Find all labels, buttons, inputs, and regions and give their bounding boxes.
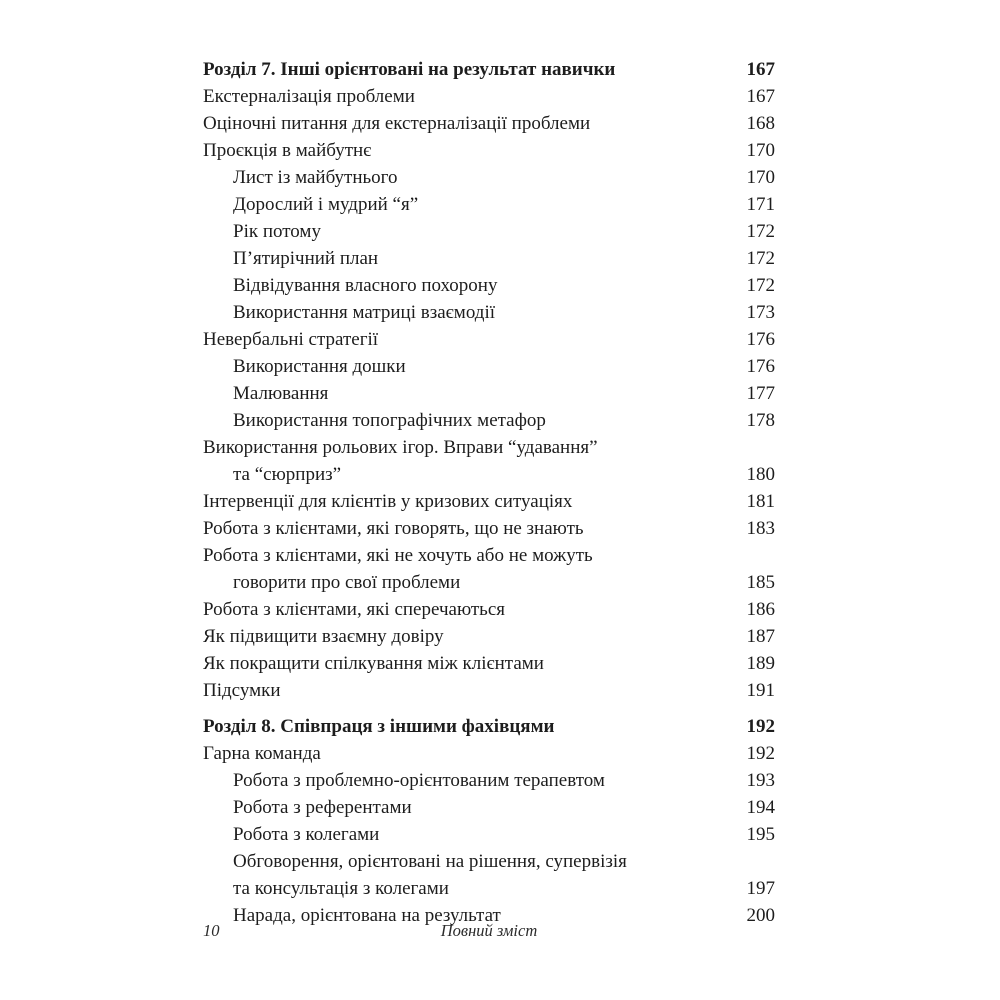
toc-entry-line: Як підвищити взаємну довіру (203, 626, 444, 647)
toc-entry-line: Підсумки (203, 680, 281, 701)
toc-entry-line: Розділ 7. Інші орієнтовані на результат навички (203, 59, 616, 80)
toc-entry-page: 193 (746, 770, 775, 791)
toc-entry-line: П’ятирічний план (233, 248, 379, 269)
toc-entry-label (203, 767, 733, 794)
toc-entry (203, 56, 775, 83)
toc-entry-page: 172 (746, 248, 775, 269)
toc-entry-page: 176 (746, 329, 775, 350)
toc-entry-label (203, 713, 733, 740)
toc-entry-label (203, 326, 733, 353)
toc-entry-line: Оціночні питання для екстерналізації проблеми (203, 113, 591, 134)
toc-entry-label (203, 56, 733, 83)
toc-entry-label (203, 821, 733, 848)
toc-entry (203, 380, 775, 407)
toc-list (203, 56, 775, 929)
toc-entry-label (203, 245, 733, 272)
toc-entry-line: та “сюрприз” (233, 464, 342, 485)
toc-entry (203, 515, 775, 542)
toc-entry-label (203, 740, 733, 767)
toc-entry-page: 178 (746, 410, 775, 431)
toc-entry (203, 83, 775, 110)
toc-entry-page: 197 (746, 878, 775, 899)
toc-entry (203, 623, 775, 650)
toc-entry (203, 407, 775, 434)
toc-entry (203, 542, 775, 596)
toc-entry-line: Гарна команда (203, 743, 321, 764)
toc-entry (203, 191, 775, 218)
toc-entry-line: Екстерналізація проблеми (203, 86, 415, 107)
toc-entry (203, 848, 775, 902)
toc-entry-line: говорити про свої проблеми (233, 572, 461, 593)
toc-entry-page: 167 (746, 86, 775, 107)
toc-entry (203, 650, 775, 677)
toc-entry-page: 172 (746, 221, 775, 242)
toc-entry-line: Використання рольових ігор. Вправи “удавання” (203, 437, 598, 458)
toc-entry-line: Обговорення, орієнтовані на рішення, супервізія (233, 851, 627, 872)
toc-entry (203, 245, 775, 272)
toc-entry-page: 185 (746, 572, 775, 593)
toc-entry-page: 172 (746, 275, 775, 296)
toc-entry-label (203, 137, 733, 164)
toc-entry-line: Використання топографічних метафор (233, 410, 546, 431)
toc-entry (203, 353, 775, 380)
toc-entry-line: Нарада, орієнтована на результат (233, 905, 501, 926)
toc-entry-page: 180 (746, 464, 775, 485)
toc-entry-label (203, 83, 733, 110)
toc-entry-label (203, 272, 733, 299)
toc-entry-label (203, 794, 733, 821)
toc-entry-page: 189 (746, 653, 775, 674)
toc-entry (203, 596, 775, 623)
toc-entry (203, 299, 775, 326)
footer-page-number: 10 (203, 921, 220, 940)
toc-entry-line: Робота з проблемно-орієнтованим терапевтом (233, 770, 605, 791)
toc-entry-page: 192 (746, 716, 775, 737)
toc-entry (203, 272, 775, 299)
toc-entry-label (203, 677, 733, 704)
toc-entry (203, 767, 775, 794)
toc-entry-page: 167 (746, 59, 775, 80)
toc-entry-page: 191 (746, 680, 775, 701)
toc-entry-line: Лист із майбутнього (233, 167, 398, 188)
toc-entry-page: 170 (746, 140, 775, 161)
toc-entry-line: Використання дошки (233, 356, 406, 377)
toc-entry (203, 821, 775, 848)
toc-entry-line: та консультація з колегами (233, 878, 449, 899)
toc-entry (203, 677, 775, 704)
toc-entry-page: 192 (746, 743, 775, 764)
toc-entry-page: 181 (746, 491, 775, 512)
toc-entry-line: Використання матриці взаємодії (233, 302, 496, 323)
toc-entry-page: 195 (746, 824, 775, 845)
toc-entry-page: 176 (746, 356, 775, 377)
toc-entry-page: 187 (746, 626, 775, 647)
toc-entry-line: Робота з референтами (233, 797, 412, 818)
toc-entry-line: Як покращити спілкування між клієнтами (203, 653, 544, 674)
toc-entry-label (203, 488, 733, 515)
toc-entry-page: 194 (746, 797, 775, 818)
toc-entry-label (203, 434, 733, 488)
toc-entry-label (203, 848, 733, 902)
toc-entry (203, 488, 775, 515)
toc-entry-label (203, 164, 733, 191)
toc-entry-label (203, 299, 733, 326)
toc-entry-line: Інтервенції для клієнтів у кризових ситуаціях (203, 491, 573, 512)
toc-entry-label (203, 110, 733, 137)
toc-entry (203, 713, 775, 740)
toc-entry-line: Проєкція в майбутнє (203, 140, 372, 161)
toc-entry (203, 110, 775, 137)
toc-entry-page: 168 (746, 113, 775, 134)
toc-entry-page: 170 (746, 167, 775, 188)
toc-entry-label (203, 515, 733, 542)
toc-entry-label (203, 596, 733, 623)
toc-entry-line: Робота з клієнтами, які сперечаються (203, 599, 506, 620)
toc-entry (203, 137, 775, 164)
toc-entry-line: Розділ 8. Співпраця з іншими фахівцями (203, 716, 555, 737)
toc-entry-line: Малювання (233, 383, 329, 404)
toc-entry-line: Дорослий і мудрий “я” (233, 194, 419, 215)
toc-entry (203, 794, 775, 821)
toc-entry-page: 200 (746, 905, 775, 926)
toc-entry (203, 218, 775, 245)
toc-entry-line: Відвідування власного похорону (233, 275, 498, 296)
toc-entry-line: Робота з колегами (233, 824, 380, 845)
toc-entry-page: 183 (746, 518, 775, 539)
toc-entry-label (203, 353, 733, 380)
page-footer (203, 921, 775, 941)
toc-entry (203, 326, 775, 353)
toc-entry-label (203, 542, 733, 596)
toc-entry (203, 164, 775, 191)
toc-entry-line: Невербальні стратегії (203, 329, 379, 350)
toc-entry-label (203, 623, 733, 650)
toc-entry-page: 171 (746, 194, 775, 215)
toc-entry-label (203, 407, 733, 434)
toc-entry-label (203, 650, 733, 677)
toc-entry-label (203, 218, 733, 245)
toc-entry (203, 434, 775, 488)
footer-running-title: Повний зміст (440, 921, 538, 940)
toc-entry-page: 173 (746, 302, 775, 323)
toc-entry-line: Рік потому (233, 221, 321, 242)
toc-entry-page: 177 (746, 383, 775, 404)
toc-entry-label (203, 380, 733, 407)
toc-entry-line: Робота з клієнтами, які говорять, що не знають (203, 518, 584, 539)
toc-entry (203, 740, 775, 767)
toc-entry-label (203, 191, 733, 218)
toc-entry-line: Робота з клієнтами, які не хочуть або не можуть (203, 545, 593, 566)
toc-entry-page: 186 (746, 599, 775, 620)
